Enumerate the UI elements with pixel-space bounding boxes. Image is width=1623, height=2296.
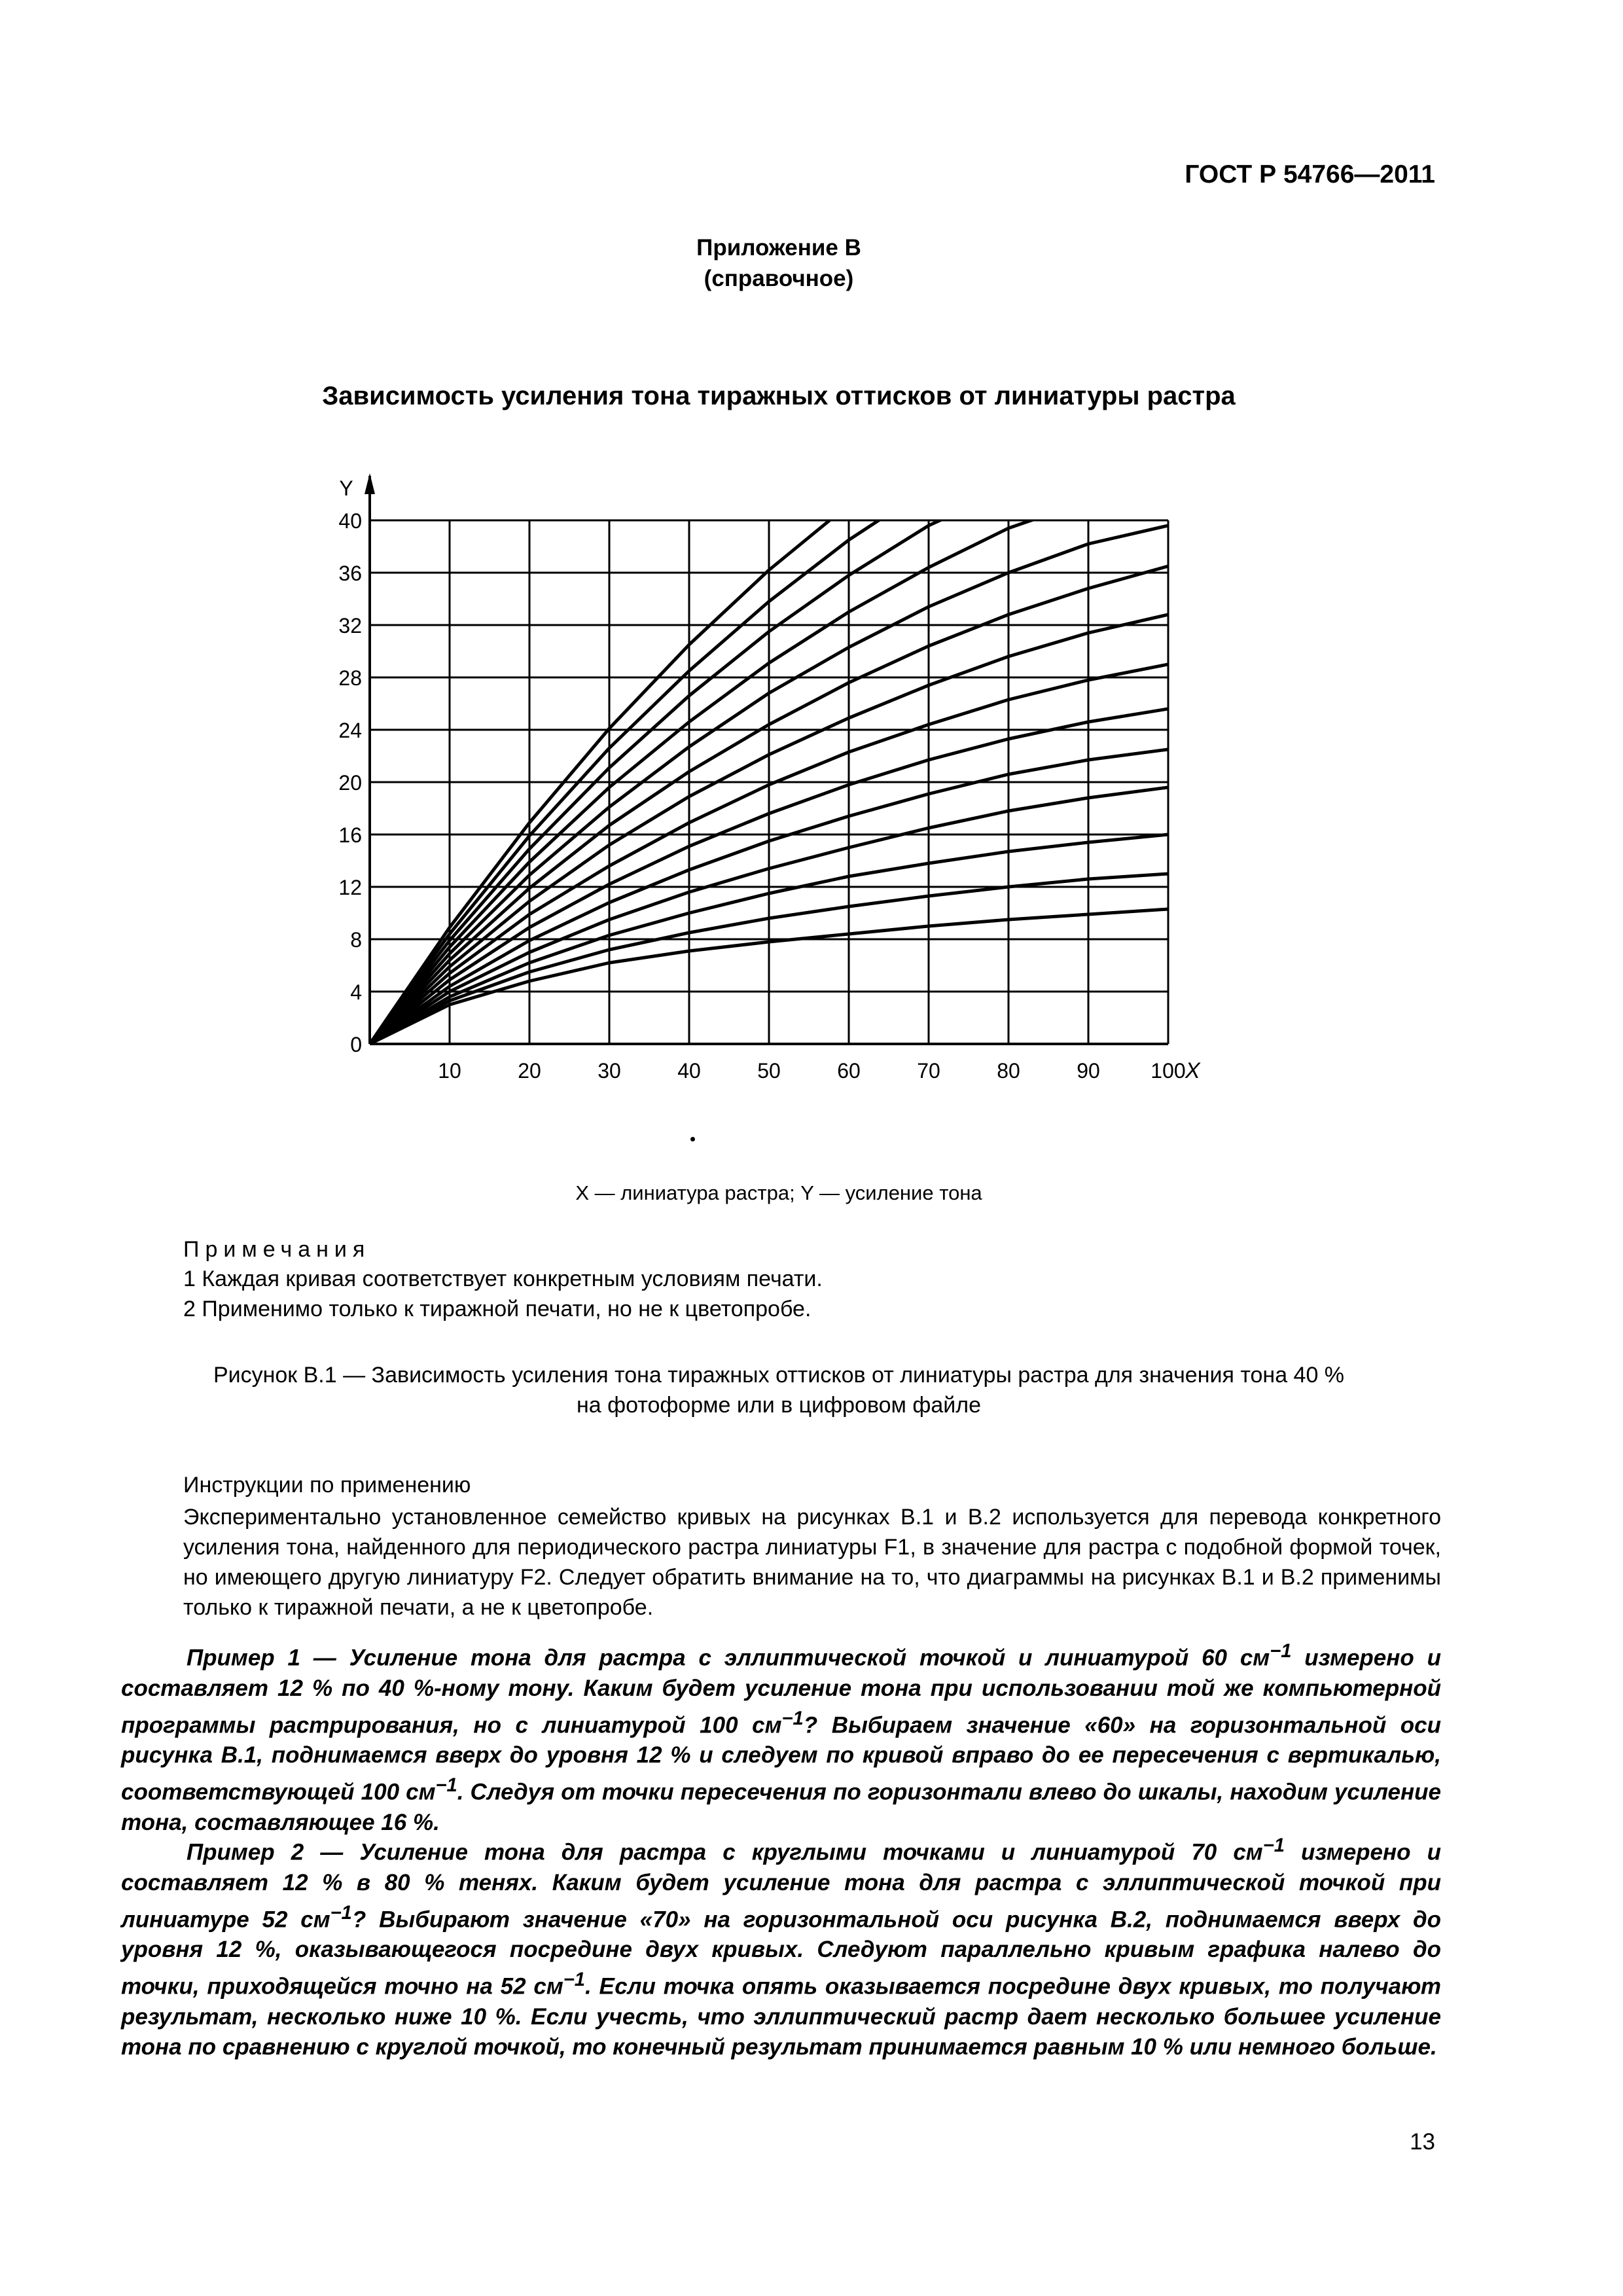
x-tick-label: 100 (1150, 1059, 1186, 1083)
x-tick-label: 80 (997, 1059, 1020, 1083)
y-tick-label: 0 (350, 1033, 362, 1056)
example-2 (121, 1831, 1441, 2062)
superscript: −1 (1262, 1835, 1285, 1856)
y-tick-label: 32 (338, 614, 362, 637)
superscript: −1 (1270, 1641, 1292, 1662)
annex-type: (справочное) (704, 266, 854, 291)
page-number: 13 (1410, 2129, 1435, 2155)
example-1-part-a: Пример 1 — Усиление тона для растра с эллиптической точкой и линиатурой 60 см (187, 1645, 1270, 1671)
instructions-heading: Инструкции по применению (183, 1473, 471, 1498)
y-tick-label: 20 (338, 771, 362, 795)
x-tick-label: 20 (518, 1059, 541, 1083)
superscript: −1 (435, 1775, 457, 1797)
annex-label: Приложение В (696, 235, 861, 260)
example-2-part-c: ? Выбирают значение «70» на горизонтальной оси рисунка В.2, поднимаемся вверх до уровня 12 %, оказывающегося посредине двух кривых. Следуют параллельно кривым графика налево до точки, приходящейся точно на 52 см (121, 1907, 1441, 2000)
y-axis-label: Y (339, 476, 353, 500)
section-title: Зависимость усиления тона тиражных оттисков от линиатуры растра (322, 382, 1236, 410)
y-tick-label: 4 (350, 980, 362, 1004)
y-tick-label: 16 (338, 823, 362, 847)
example-2-part-d: . Если точка опять оказывается посредине двух кривых, то получают результат, несколько ниже 10 %. Если учесть, что эллиптический растр дает несколько большее усиление тона по сравнению с круглой точкой, то конечный результат принимается равным 10 % или немного больше. (121, 1973, 1441, 2060)
example-2-part-a: Пример 2 — Усиление тона для растра с круглыми точками и линиатурой 70 см (187, 1839, 1263, 1865)
y-tick-label: 12 (338, 876, 362, 899)
instructions-paragraph: Экспериментально установленное семейство кривых на рисунках В.1 и В.2 используется для перевода конкретного усиления тона, найденного для периодического растра линиатуры F1, в значение для растра с подобной формой точек, но имеющего другую линиатуру F2. Следует обратить внимание на то, что диаграммы на рисунках В.1 и В.2 применимы только к тиражной печати, а не к цветопробе. (183, 1505, 1441, 1620)
tone-gain-chart (308, 468, 1237, 1086)
y-tick-label: 28 (338, 666, 362, 690)
example-2-part-b: измерено и составляет 12 % в 80 % тенях. Каким будет усиление тона для растра с эллиптической точкой при линиатуре 52 см (121, 1839, 1441, 1933)
superscript: −1 (330, 1902, 352, 1924)
x-tick-label: 10 (438, 1059, 461, 1083)
standard-designation: ГОСТ Р 54766—2011 (1185, 160, 1435, 188)
axis-caption: X — линиатура растра; Y — усиление тона (575, 1181, 982, 1204)
x-tick-label: 70 (917, 1059, 940, 1083)
y-tick-label: 40 (338, 509, 362, 533)
superscript: −1 (781, 1708, 804, 1729)
x-tick-label: 60 (837, 1059, 861, 1083)
example-1 (121, 1636, 1441, 1838)
x-tick-label: 90 (1077, 1059, 1100, 1083)
example-1-part-d: . Следуя от точки пересечения по горизонтали влево до шкалы, находим усиление тона, составляющее 16 %. (121, 1779, 1441, 1835)
example-1-part-b: измерено и составляет 12 % по 40 %-ному тону. Каким будет усиление тона при использовании той же компьютерной программы растрирования, но с линиатурой 100 см (121, 1645, 1442, 1738)
x-axis-label: X (1185, 1058, 1200, 1083)
x-tick-label: 40 (677, 1059, 701, 1083)
example-1-part-c: ? Выбираем значение «60» на горизонтальной оси рисунка В.1, поднимаемся вверх до уровня 12 % и следуем по кривой вправо до ее пересечения с вертикалью, соответствующей 100 см (121, 1712, 1441, 1805)
y-tick-label: 36 (338, 562, 362, 585)
superscript: −1 (563, 1969, 586, 1991)
y-tick-label: 24 (338, 719, 362, 742)
y-tick-label: 8 (350, 928, 362, 952)
figure-caption (0, 1360, 1558, 1420)
x-tick-label: 50 (757, 1059, 781, 1083)
annex-heading (0, 232, 1558, 294)
notes-heading: Примечания (183, 1237, 371, 1262)
figure-caption-line2: на фотоформе или в цифровом файле (577, 1393, 981, 1418)
y-axis-arrow (365, 473, 375, 494)
figure-caption-line1: Рисунок В.1 — Зависимость усиления тона тиражных оттисков от линиатуры растра для значения тона 40 % (213, 1363, 1345, 1388)
x-tick-label: 30 (597, 1059, 621, 1083)
note-1: 1 Каждая кривая соответствует конкретным условиям печати. (183, 1266, 823, 1291)
note-2: 2 Применимо только к тиражной печати, но не к цветопробе. (183, 1297, 812, 1321)
stray-dot (690, 1137, 695, 1141)
